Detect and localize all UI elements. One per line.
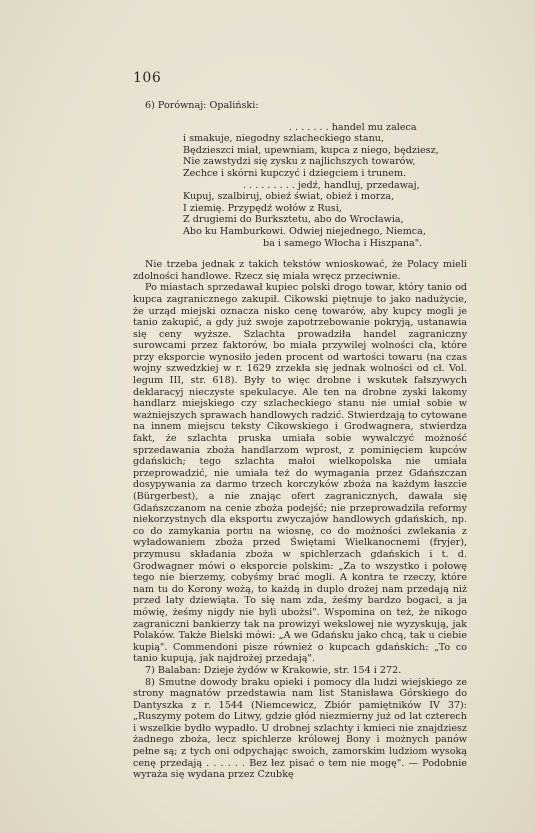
verse-line: . . . . . . . . . jedź, handluj, przedawaj, <box>243 179 420 191</box>
verse-line: Będzieszci miał, upewniam, kupca z niego, będziesz, <box>183 144 439 156</box>
verse-line: . . . . . . . handel mu zaleca <box>289 121 417 133</box>
footnote-7: 7) Balaban: Dzieje żydów w Krakowie, str. 154 i 272. <box>145 664 402 676</box>
verse-line: Abo ku Hamburkowi. Odwiej niejednego, Niemca, <box>183 225 426 237</box>
page-number: 106 <box>133 70 162 86</box>
footnote-6-heading: 6) Porównaj: Opaliński: <box>145 100 259 111</box>
verse-line: i smakuje, niegodny szlacheckiego stanu, <box>183 133 385 145</box>
page-content <box>133 100 467 781</box>
verse-line: Z drugiemi do Burksztetu, abo do Wrocławia, <box>183 214 404 226</box>
verse-line: Nie zawstydzi się zysku z najlichszych towarów, <box>183 156 416 168</box>
verse-line: Kupuj, szalbiruj, obieź świat, obieź i morza, <box>183 191 395 203</box>
footnote-8: 8) Smutne dowody braku opieki i pomocy dla ludzi wiejskiego ze strony magnatów przedstawia nam list Stanisława Górskiego do Dantyszka z r. 1544 (Niemcewicz, Zbiór pamiętników IV 37): „Ruszymy potem do Litwy, gdzie głód niezmierny już od lat czterech i wszelkie bydło wypadło. U drobnej szlachty i kmieci nie znajdziesz żadnego zboża, lecz spichlerze królowej Bony i możnych panów pełne są; z tych oni odpychając swoich, zamorskim ludziom wysoką cenę przedają . . . . . . Bez łez pisać o tem nie mogę". — Podobnie wyraża się wydana przez Czubkę <box>133 676 467 781</box>
quoted-verse <box>183 122 467 250</box>
verse-line: ba i samego Włocha i Hiszpana". <box>263 237 423 249</box>
body-paragraph: Po miastach sprzedawał kupiec polski drogo towar, który tanio od kupca zagranicznego zakupił. Cikowski piętnuje to jako nadużycie, że urząd miejski oznacza nisko cenę towarów, aby kupcy mogli je tanio zakupić, a gdy już swoje zapotrzebowanie pokryją, ustanawia się ceny wyższe. Szlachta prowadziła handel zagraniczny surowcami przez faktorów, bo miała przywilej wolności cła, które przy eksporcie wynosiło jeden procent od wartości towaru (na czas wojny szwedzkiej w r. 1629 zrzekła się jednak wolności od cł. Vol. legum III, str. 618). Były to więc drobne i wskutek fałszywych deklaracyj nieczyste spekulacye. Ale ten na drobne zyski łakomy handlarz miejskiego czy szlacheckiego stanu nie umiał sobie w ważniejszych sprawach handlowych radzić. Stwierdzają to cytowane na innem miejscu teksty Cikowskiego i Grodwagnera, stwierdza fakt, że szlachta pruska umiała sobie wywalczyć możność sprzedawania zboża handlarzom wprost, z pominięciem kupców gdańskich; tego szlachta małoi wielkopolska nie umiała przeprowadzić, nie umiała też do wymagania przez Gdańszczan dosypywania za darmo trzech korczyków zboża na każdym łaszcie (Bürgerbest), a nie znając ofert zagranicznych, dawała się Gdańszczanom na cenie zboża podejść; nie przeprowadziła reformy niekorzystnych dla eksportu zwyczajów handlowych gdańskich, np. co do zamykania portu na wiosnę, co do możności zwlekania z wyładowaniem zboża przed Świętami Wielkanocnemi (fryjer), przymusu składania zboża w spichlerzach gdańskich i t. d. Grodwagner mówi o eksporcie polskim: „Za to wszystko i połowę tego nie bierzemy, cobyśmy brać mogli. A kontra te rzeczy, które nam tu do Korony wożą, to każdą in duplo drożej nam przedają niż przed laty dziewiąta. To się nam zda, żeśmy bardzo bogaci, a ja mówię, żeśmy nigdy nie byli ubożsi". Wspomina on też, że nikogo zagraniczni bankierzy tak na prowizyi wekslowej nie wyzyskują, jak Polaków. Także Bielski mówi: „A we Gdańsku jako chcą, tak u ciebie kupią". Commendoni pisze również o kupcach gdańskich: „To co tanio kupują, jak najdrożej przedają". <box>133 282 467 665</box>
verse-line: Zechce i skórni kupczyć i dziegciem i trunem. <box>183 167 407 179</box>
verse-line: I ziemię. Przypędź wołów z Rusi, <box>183 202 342 214</box>
body-paragraph: Nie trzeba jednak z takich tekstów wnioskować, że Polacy mieli zdolności handlowe. Rzecz się miała wręcz przeciwnie. <box>133 259 467 282</box>
